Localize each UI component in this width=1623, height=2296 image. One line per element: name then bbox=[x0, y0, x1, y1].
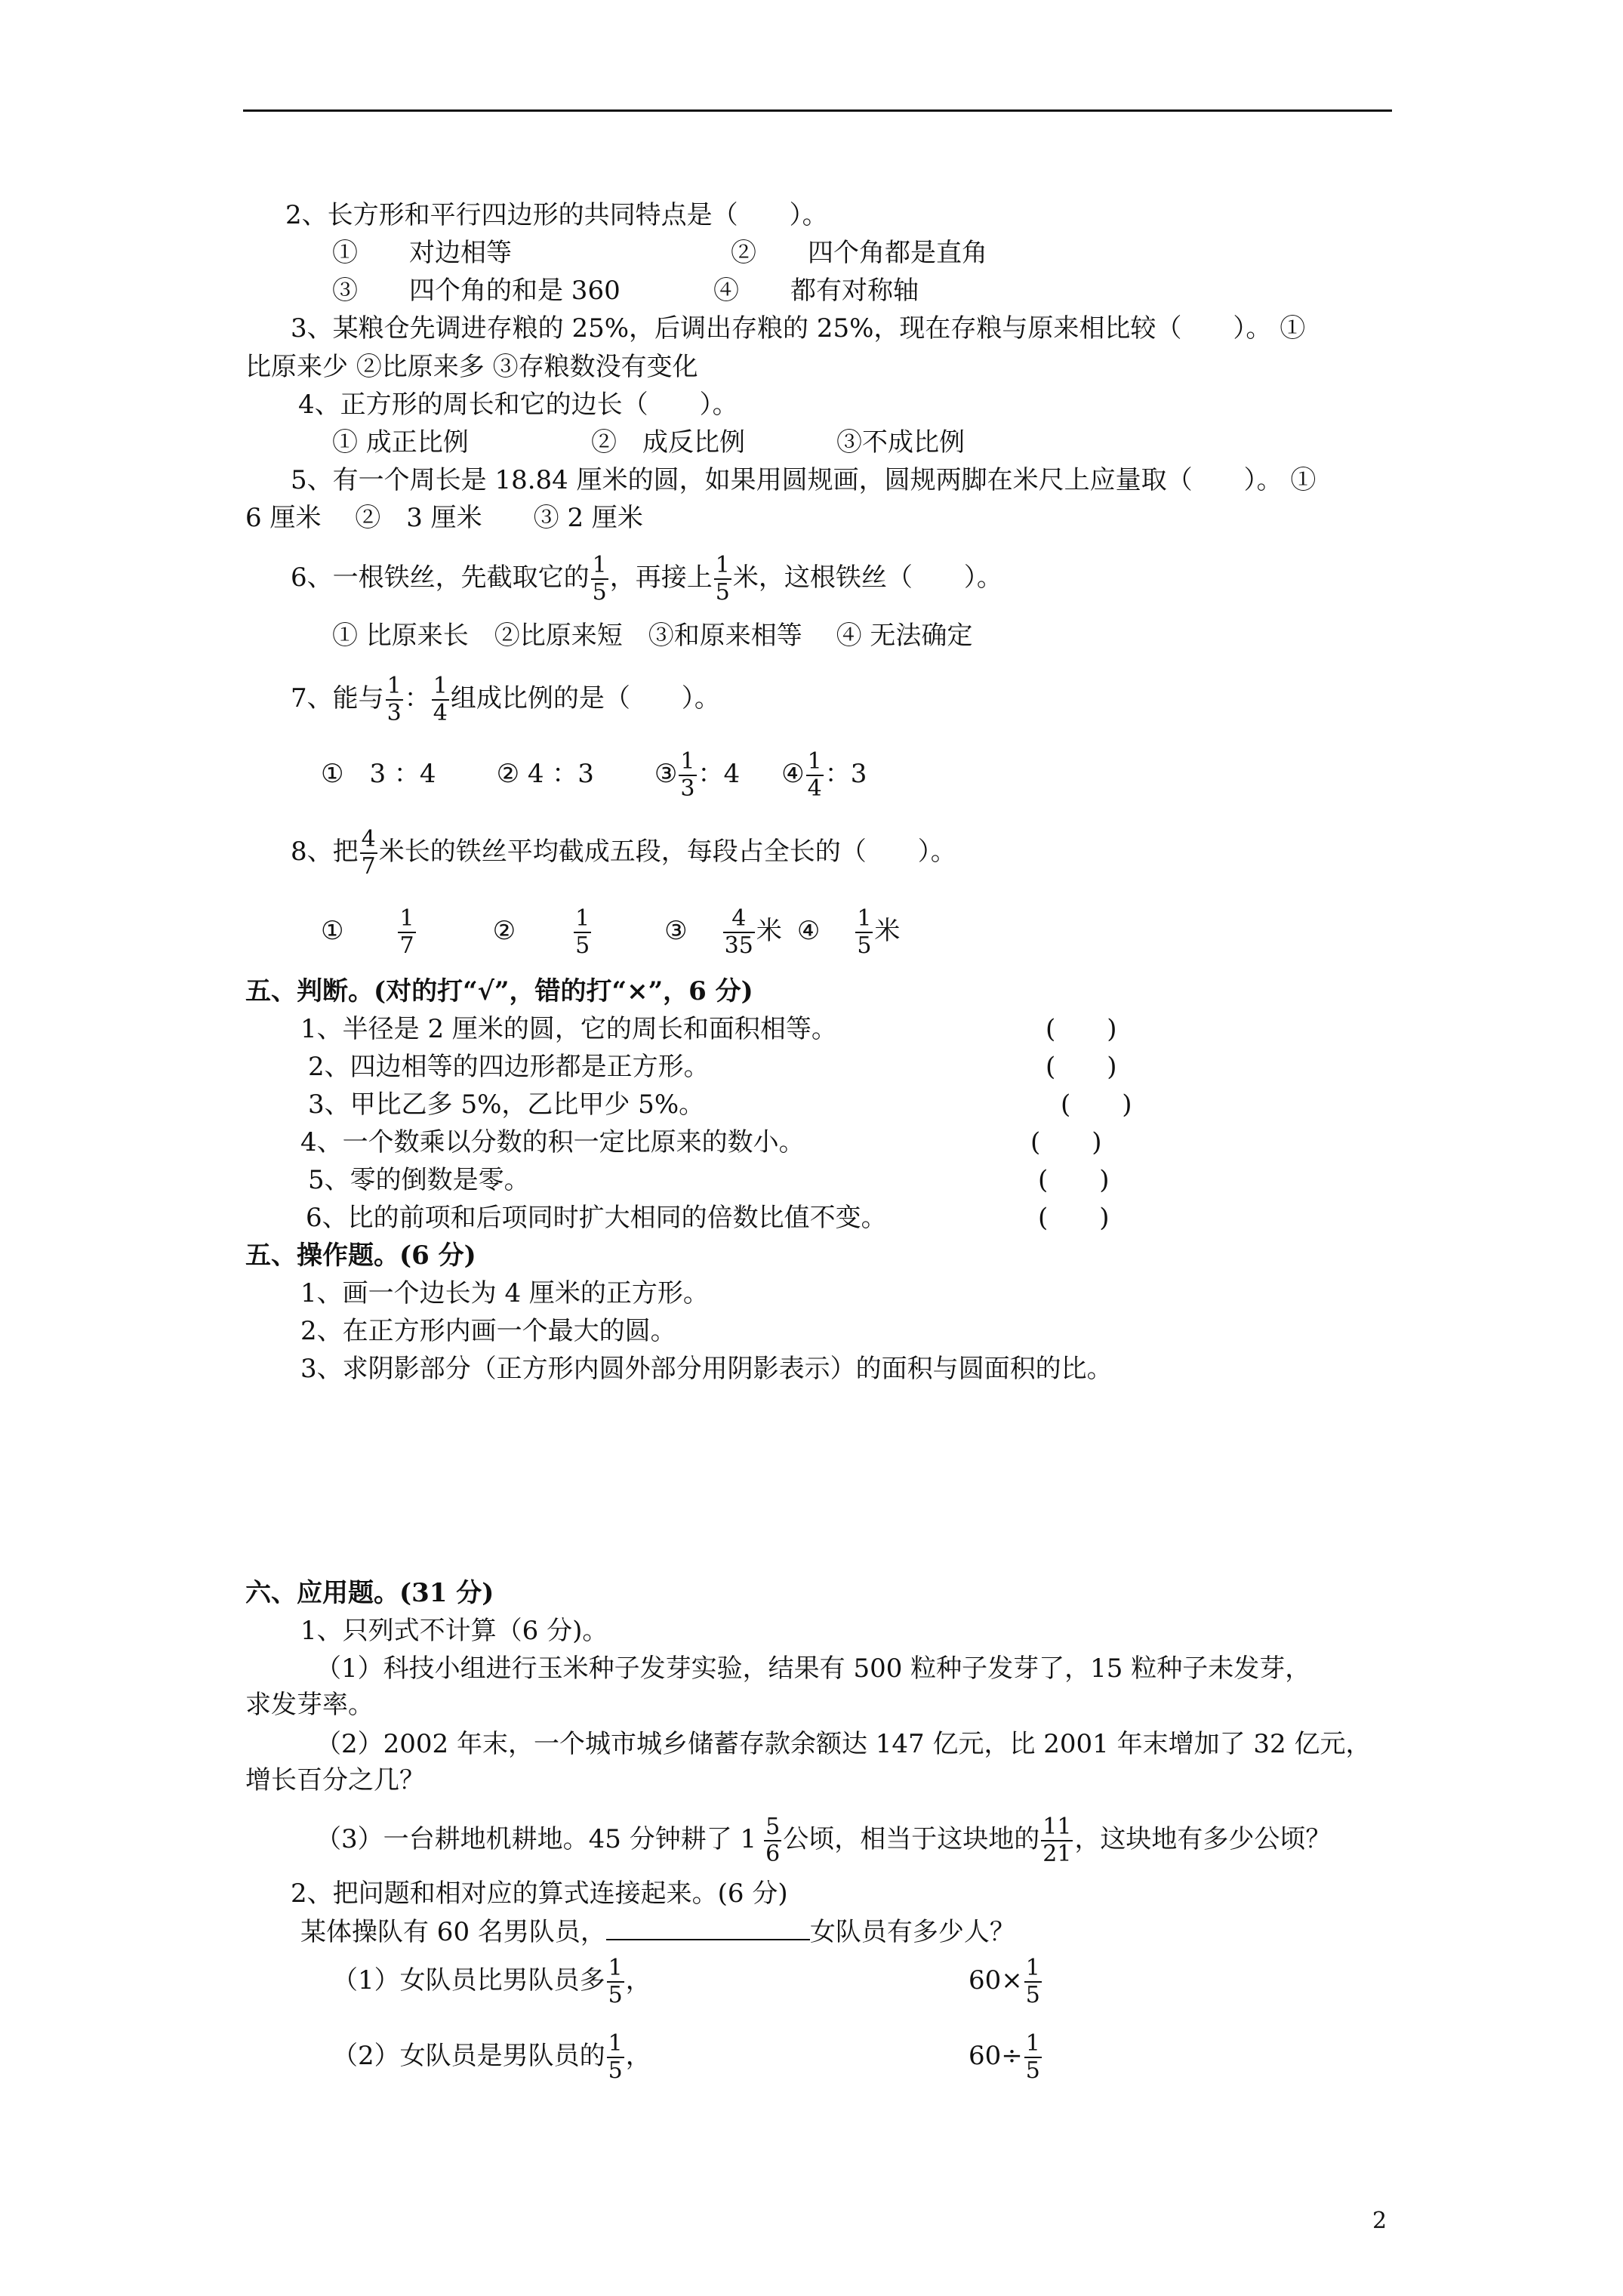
match-question-2-fraction: $\frac{1}{5}$ bbox=[608, 2030, 623, 2084]
match-question-2: （2）女队员是男队员的 $\frac{1}{5}$ ， bbox=[332, 2030, 651, 2084]
q8-options: ① $\frac{1}{7}$ ② $\frac{1}{5}$ ③ $\frac{4}{35}$ 米 ④ $\frac{1}{5}$ 米 bbox=[321, 905, 901, 959]
q2-stem: 2、长方形和平行四边形的共同特点是（ ）。 bbox=[285, 200, 828, 230]
q7-stem: 7、能与 $\frac{1}{3}$ ： $\frac{1}{4}$ 组成比例的是（ ）。 bbox=[291, 673, 720, 726]
answer-paren-3[interactable]: ( ) bbox=[1061, 1089, 1132, 1120]
q2-option-1: ① 对边相等 bbox=[332, 238, 512, 268]
operation-item-1: 1、画一个边长为 4 厘米的正方形。 bbox=[300, 1278, 709, 1308]
q4-option-2: ② 成反比例 bbox=[591, 427, 745, 458]
q7-options: ① 3 ：4 ② 4 ：3 ③ $\frac{1}{3}$ ：4 ④ $\frac{1}{4}$ ：3 bbox=[321, 748, 867, 802]
operation-item-3: 3、求阴影部分（正方形内圆外部分用阴影表示）的面积与圆面积的比。 bbox=[300, 1354, 1113, 1384]
q5-line-2: 6 厘米 ② 3 厘米 ③ 2 厘米 bbox=[245, 503, 643, 533]
match-intro: 某体操队有 60 名男队员， 女队员有多少人？ bbox=[300, 1917, 1015, 1947]
answer-paren-1[interactable]: ( ) bbox=[1046, 1014, 1117, 1044]
q8-stem: 8、把 $\frac{4}{7}$ 米长的铁丝平均截成五段，每段占全长的（ ）。 bbox=[291, 826, 956, 880]
match-question-1: （1）女队员比男队员多 $\frac{1}{5}$ ， bbox=[332, 1955, 651, 2008]
q8-option-1-fraction: $\frac{1}{7}$ bbox=[399, 905, 414, 959]
application-sub-2: 2、把问题和相对应的算式连接起来。(6 分) bbox=[291, 1878, 788, 1909]
q6-fraction-1: $\frac{1}{5}$ bbox=[592, 552, 607, 606]
q4-stem: 4、正方形的周长和它的边长（ ）。 bbox=[298, 390, 738, 420]
q3-line-2: 比原来少 ②比原来多 ③存粮数没有变化 bbox=[245, 352, 698, 382]
q7-option-4-fraction: $\frac{1}{4}$ bbox=[807, 748, 822, 802]
q8-option-3-fraction: $\frac{4}{35}$ bbox=[724, 905, 753, 959]
judgement-item-5: 5、零的倒数是零。 bbox=[308, 1165, 530, 1195]
q4-option-3: ③不成比例 bbox=[836, 427, 965, 458]
operation-item-2: 2、在正方形内画一个最大的圆。 bbox=[300, 1316, 676, 1346]
q7-fraction-2: $\frac{1}{4}$ bbox=[433, 673, 448, 726]
q8-option-2-fraction: $\frac{1}{5}$ bbox=[575, 905, 590, 959]
page-number: 2 bbox=[1372, 2208, 1387, 2234]
answer-paren-2[interactable]: ( ) bbox=[1046, 1052, 1117, 1082]
section-judgement-title: 五、判断。(对的打“√”，错的打“×”，6 分) bbox=[245, 976, 753, 1006]
problem-1-line-2: 求发芽率。 bbox=[245, 1690, 374, 1720]
q3-line-1: 3、某粮仓先调进存粮的 25%，后调出存粮的 25%，现在存粮与原来相比较（ ）。 ① bbox=[291, 313, 1306, 344]
answer-paren-5[interactable]: ( ) bbox=[1038, 1165, 1110, 1195]
answer-paren-6[interactable]: ( ) bbox=[1038, 1203, 1110, 1233]
q2-option-4: ④ 都有对称轴 bbox=[713, 276, 919, 306]
q6-options: ① 比原来长 ②比原来短 ③和原来相等 ④ 无法确定 bbox=[332, 621, 973, 651]
q6-fraction-2: $\frac{1}{5}$ bbox=[715, 552, 730, 606]
section-application-title: 六、应用题。(31 分) bbox=[245, 1578, 494, 1608]
problem-2-line-2: 增长百分之几？ bbox=[245, 1765, 425, 1795]
match-expression-2: 60÷ $\frac{1}{5}$ bbox=[969, 2030, 1040, 2084]
header-rule bbox=[243, 109, 1392, 112]
q7-option-3-fraction: $\frac{1}{3}$ bbox=[680, 748, 695, 802]
match-blank[interactable] bbox=[606, 1916, 810, 1940]
q2-option-2: ② 四个角都是直角 bbox=[731, 238, 987, 268]
judgement-item-4: 4、一个数乘以分数的积一定比原来的数小。 bbox=[300, 1127, 805, 1157]
section-operation-title: 五、操作题。(6 分) bbox=[245, 1240, 476, 1271]
problem-3-mixed-fraction: $\frac{5}{6}$ bbox=[765, 1814, 781, 1867]
application-sub-1: 1、只列式不计算（6 分)。 bbox=[300, 1616, 608, 1646]
problem-2-line-1: （2）2002 年末，一个城市城乡储蓄存款余额达 147 亿元，比 2001 年末增加了 32 亿元， bbox=[316, 1729, 1372, 1759]
answer-paren-4[interactable]: ( ) bbox=[1030, 1127, 1102, 1157]
judgement-item-3: 3、甲比乙多 5%，乙比甲少 5%。 bbox=[308, 1089, 705, 1120]
match-expression-2-fraction: $\frac{1}{5}$ bbox=[1025, 2030, 1040, 2084]
problem-3: （3）一台耕地机耕地。45 分钟耕了 1 $\frac{5}{6}$ 公顷，相当于这块地的 $\frac{11}{21}$ ，这块地有多少公顷？ bbox=[316, 1814, 1332, 1867]
problem-3-fraction: $\frac{11}{21}$ bbox=[1042, 1814, 1072, 1867]
q6-stem: 6、一根铁丝，先截取它的 $\frac{1}{5}$ ，再接上 $\frac{1}{5}$ 米，这根铁丝（ ）。 bbox=[291, 552, 1002, 606]
judgement-item-6: 6、比的前项和后项同时扩大相同的倍数比值不变。 bbox=[306, 1203, 887, 1233]
q8-option-4-fraction: $\frac{1}{5}$ bbox=[857, 905, 872, 959]
q5-line-1: 5、有一个周长是 18.84 厘米的圆，如果用圆规画，圆规两脚在米尺上应量取（ ）。 ① bbox=[291, 465, 1317, 495]
match-expression-1-fraction: $\frac{1}{5}$ bbox=[1025, 1955, 1040, 2008]
judgement-item-1: 1、半径是 2 厘米的圆，它的周长和面积相等。 bbox=[300, 1014, 837, 1044]
q2-option-3: ③ 四个角的和是 360 bbox=[332, 276, 621, 306]
match-expression-1: 60× $\frac{1}{5}$ bbox=[969, 1955, 1040, 2008]
q4-option-1: ① 成正比例 bbox=[332, 427, 469, 458]
judgement-item-2: 2、四边相等的四边形都是正方形。 bbox=[308, 1052, 710, 1082]
problem-1-line-1: （1）科技小组进行玉米种子发芽实验，结果有 500 粒种子发芽了，15 粒种子未发芽， bbox=[316, 1653, 1311, 1684]
q7-fraction-1: $\frac{1}{3}$ bbox=[387, 673, 402, 726]
q8-fraction: $\frac{4}{7}$ bbox=[361, 826, 376, 880]
match-question-1-fraction: $\frac{1}{5}$ bbox=[608, 1955, 623, 2008]
